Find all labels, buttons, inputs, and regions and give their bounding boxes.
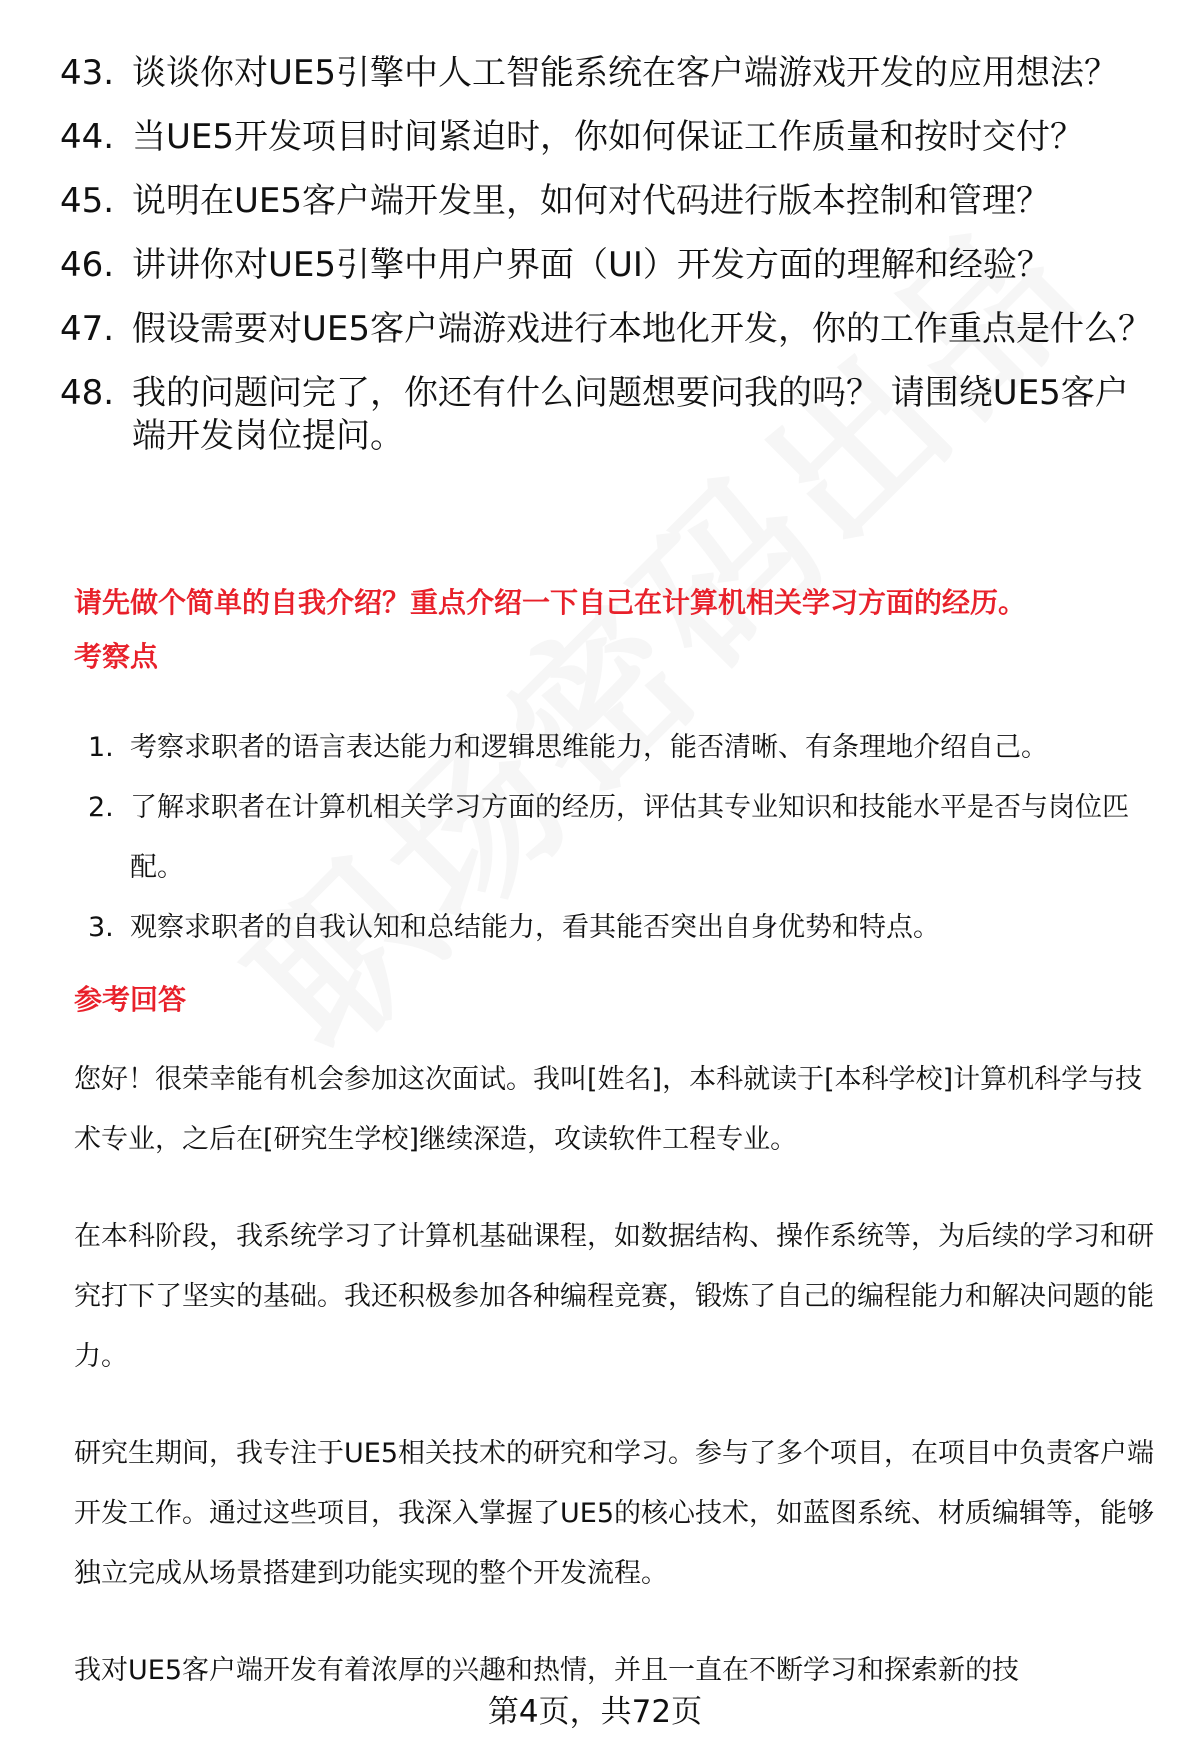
question-number: 45. bbox=[60, 181, 115, 221]
list-item-number: 2. bbox=[88, 792, 114, 823]
question-text: 我的问题问完了，你还有什么问题想要问我的吗？ 请围绕UE5客户端开发岗位提问。 bbox=[132, 373, 1129, 456]
answer-paragraph: 您好！很荣幸能有机会参加这次面试。我叫[姓名]，本科就读于[本科学校]计算机科学与技术专业，之后在[研究生学校]继续深造，攻读软件工程专业。 bbox=[74, 1064, 1143, 1155]
main-question-heading: 请先做个简单的自我介绍？重点介绍一下自己在计算机相关学习方面的经历。 bbox=[74, 586, 1027, 619]
list-item bbox=[88, 898, 1158, 958]
list-item bbox=[88, 718, 1158, 778]
question-number: 43. bbox=[60, 53, 115, 93]
question-item bbox=[60, 308, 1160, 351]
list-item-text: 观察求职者的自我认知和总结能力，看其能否突出自身优势和特点。 bbox=[130, 912, 940, 943]
kaochadian-label: 考察点 bbox=[74, 640, 159, 673]
question-list bbox=[60, 52, 1160, 479]
question-number: 47. bbox=[60, 309, 115, 349]
question-item bbox=[60, 244, 1160, 287]
question-item bbox=[60, 180, 1160, 223]
question-text: 当UE5开发项目时间紧迫时，你如何保证工作质量和按时交付？ bbox=[132, 117, 1084, 157]
answer-paragraph: 我对UE5客户端开发有着浓厚的兴趣和热情，并且一直在不断学习和探索新的技 bbox=[74, 1655, 1019, 1686]
kaochadian-list bbox=[88, 718, 1158, 958]
question-item bbox=[60, 116, 1160, 159]
question-text: 假设需要对UE5客户端游戏进行本地化开发，你的工作重点是什么？ bbox=[132, 309, 1152, 349]
page-number-footer: 第4页，共72页 bbox=[487, 1694, 703, 1730]
question-text: 讲讲你对UE5引擎中用户界面（UI）开发方面的理解和经验？ bbox=[132, 245, 1051, 285]
question-number: 46. bbox=[60, 245, 115, 285]
list-item-text: 了解求职者在计算机相关学习方面的经历，评估其专业知识和技能水平是否与岗位匹配。 bbox=[130, 792, 1129, 883]
question-item bbox=[60, 372, 1160, 458]
question-text: 谈谈你对UE5引擎中人工智能系统在客户端游戏开发的应用想法？ bbox=[132, 53, 1118, 93]
answer-label: 参考回答 bbox=[74, 983, 187, 1016]
list-item-text: 考察求职者的语言表达能力和逻辑思维能力，能否清晰、有条理地介绍自己。 bbox=[130, 732, 1048, 763]
question-item bbox=[60, 52, 1160, 95]
list-item-number: 3. bbox=[88, 912, 114, 943]
question-text: 说明在UE5客户端开发里，如何对代码进行版本控制和管理？ bbox=[132, 181, 1050, 221]
answer-paragraph: 研究生期间，我专注于UE5相关技术的研究和学习。参与了多个项目，在项目中负责客户端开发工作。通过这些项目，我深入掌握了UE5的核心技术，如蓝图系统、材质编辑等，能够独立完成从场景搭建到功能实现的整个开发流程。 bbox=[74, 1438, 1154, 1589]
answer-body bbox=[74, 1050, 1164, 1738]
question-number: 48. bbox=[60, 373, 115, 413]
answer-paragraph: 在本科阶段，我系统学习了计算机基础课程，如数据结构、操作系统等，为后续的学习和研究打下了坚实的基础。我还积极参加各种编程竞赛，锻炼了自己的编程能力和解决问题的能力。 bbox=[74, 1221, 1154, 1372]
list-item-number: 1. bbox=[88, 732, 114, 763]
question-number: 44. bbox=[60, 117, 115, 157]
list-item bbox=[88, 778, 1158, 898]
